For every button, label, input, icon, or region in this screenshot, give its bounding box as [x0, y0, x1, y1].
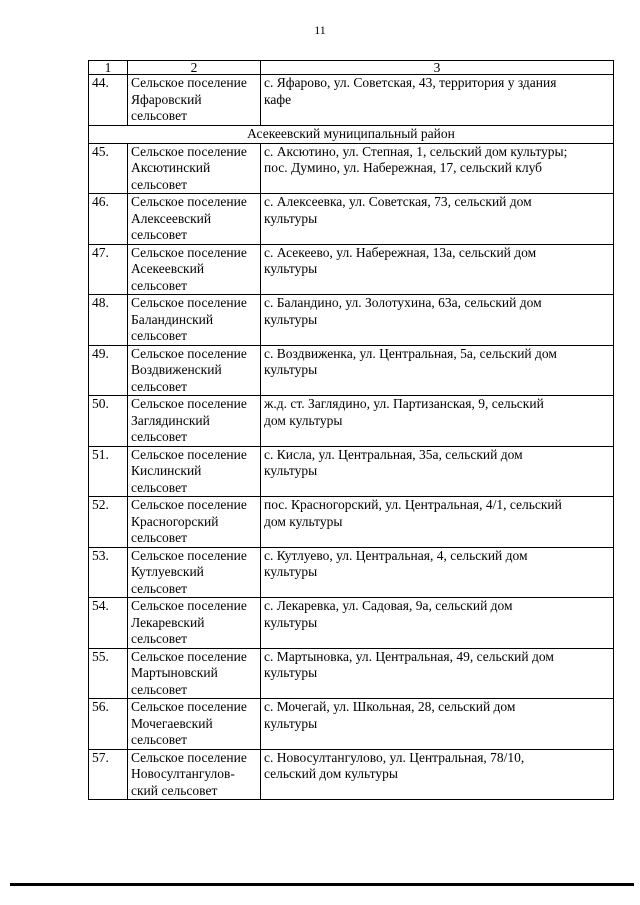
location-address	[261, 143, 614, 194]
row-number: 57.	[89, 749, 128, 800]
settlement-name-line: Сельское поселение	[131, 244, 247, 260]
table-row	[89, 396, 614, 447]
location-address-line: с. Мартыновка, ул. Центральная, 49, сельский дом	[264, 648, 554, 664]
settlement-name	[128, 396, 261, 447]
table-row	[89, 143, 614, 194]
location-address-line: культуры	[264, 311, 318, 327]
location-address	[261, 295, 614, 346]
settlement-name-line: Алексеевский	[131, 210, 212, 226]
settlement-name	[128, 598, 261, 649]
location-address-line: с. Асекеево, ул. Набережная, 13а, сельский дом	[264, 244, 537, 260]
settlement-name	[128, 194, 261, 245]
settlement-name-line: Красногорский	[131, 513, 219, 529]
settlement-name-line: Асекеевский	[131, 261, 205, 276]
settlement-name-line: сельсовет	[131, 429, 187, 444]
location-address	[261, 547, 614, 598]
location-address-line: сельский дом культуры	[264, 766, 398, 781]
settlement-name-line: Воздвиженский	[131, 362, 222, 377]
location-address-line: культуры	[264, 261, 318, 276]
header-col-3: 3	[261, 61, 614, 75]
location-address	[261, 446, 614, 497]
settlement-name	[128, 497, 261, 548]
settlement-name-line: Баландинский	[131, 311, 214, 327]
settlement-name-line: сельсовет	[131, 227, 187, 242]
settlement-name-line: Сельское поселение	[131, 75, 247, 90]
row-number: 54.	[89, 598, 128, 649]
settlement-name-line: Сельское поселение	[131, 699, 247, 714]
location-address-line: с. Мочегай, ул. Школьная, 28, сельский дом	[264, 699, 516, 714]
row-number: 46.	[89, 194, 128, 245]
location-address-line: культуры	[264, 210, 318, 226]
settlement-name	[128, 345, 261, 396]
page-number: 11	[314, 23, 326, 37]
settlement-name-line: ский сельсовет	[131, 782, 218, 798]
settlement-name-line: сельсовет	[131, 681, 187, 697]
settlement-name-line: сельсовет	[131, 378, 187, 394]
table-row	[89, 194, 614, 245]
location-address-line: с. Баландино, ул. Золотухина, 63а, сельский дом	[264, 295, 542, 310]
location-address	[261, 75, 614, 126]
location-address-line: культуры	[264, 362, 318, 377]
table-row	[89, 244, 614, 295]
settlement-name-line: Сельское поселение	[131, 194, 247, 209]
location-address	[261, 345, 614, 396]
location-address-line: с. Новосултангулово, ул. Центральная, 78/10,	[264, 749, 525, 765]
table-header-row	[89, 61, 614, 75]
settlement-name-line: Заглядинский	[131, 412, 210, 428]
row-number: 52.	[89, 497, 128, 548]
header-col-2: 2	[128, 61, 261, 75]
settlement-name-line: Кутлуевский	[131, 564, 204, 579]
settlement-name-line: Сельское поселение	[131, 648, 247, 664]
location-address	[261, 648, 614, 699]
bottom-rule	[10, 883, 634, 886]
table-row	[89, 547, 614, 598]
location-address-line: с. Лекаревка, ул. Садовая, 9а, сельский дом	[264, 598, 513, 613]
location-address	[261, 749, 614, 800]
settlement-name-line: Сельское поселение	[131, 143, 247, 159]
settlement-name	[128, 75, 261, 126]
settlement-name-line: Кислинский	[131, 463, 202, 478]
settlement-name-line: Сельское поселение	[131, 345, 247, 361]
settlement-name-line: Мартыновский	[131, 665, 218, 680]
settlement-name-line: Сельское поселение	[131, 446, 247, 462]
location-address	[261, 497, 614, 548]
settlement-name	[128, 699, 261, 750]
settlement-name-line: Лекаревский	[131, 614, 205, 630]
settlement-name	[128, 143, 261, 194]
table-row	[89, 345, 614, 396]
table-row	[89, 648, 614, 699]
table-row	[89, 295, 614, 346]
settlement-name-line: Яфаровский	[131, 91, 202, 107]
table-row	[89, 699, 614, 750]
location-address-line: культуры	[264, 665, 318, 680]
location-address	[261, 244, 614, 295]
settlement-name	[128, 295, 261, 346]
location-address-line: пос. Красногорский, ул. Центральная, 4/1, сельский	[264, 497, 562, 512]
location-address-line: с. Воздвиженка, ул. Центральная, 5а, сельский дом	[264, 345, 557, 361]
section-title: Асекеевский муниципальный район	[89, 125, 614, 143]
settlement-name-line: сельсовет	[131, 328, 187, 343]
settlement-name-line: Сельское поселение	[131, 497, 247, 512]
location-address-line: с. Яфарово, ул. Советская, 43, территория у здания	[264, 75, 557, 90]
settlement-name-line: сельсовет	[131, 580, 187, 596]
row-number: 53.	[89, 547, 128, 598]
settlement-name	[128, 648, 261, 699]
settlement-name-line: Новосултангулов-	[131, 766, 235, 781]
row-number: 56.	[89, 699, 128, 750]
row-number: 50.	[89, 396, 128, 447]
settlement-name-line: сельсовет	[131, 732, 187, 747]
settlement-name-line: сельсовет	[131, 277, 187, 293]
header-col-1: 1	[89, 61, 128, 75]
location-address-line: с. Алексеевка, ул. Советская, 73, сельский дом	[264, 194, 532, 209]
settlement-name-line: сельсовет	[131, 108, 187, 123]
settlement-name-line: Сельское поселение	[131, 749, 247, 765]
row-number: 47.	[89, 244, 128, 295]
row-number: 51.	[89, 446, 128, 497]
settlement-name-line: Сельское поселение	[131, 598, 247, 613]
location-address-line: культуры	[264, 463, 318, 478]
location-address-line: с. Кутлуево, ул. Центральная, 4, сельский дом	[264, 547, 528, 563]
settlement-name-line: Сельское поселение	[131, 547, 247, 563]
location-address	[261, 396, 614, 447]
settlement-name-line: Сельское поселение	[131, 295, 247, 310]
table-row	[89, 75, 614, 126]
location-address-line: культуры	[264, 564, 318, 579]
settlement-name-line: Мочегаевский	[131, 715, 213, 731]
location-address-line: с. Кисла, ул. Центральная, 35а, сельский дом	[264, 446, 523, 462]
settlement-name-line: Сельское поселение	[131, 396, 247, 411]
settlement-name-line: сельсовет	[131, 176, 187, 192]
settlement-name-line: Аксютинский	[131, 160, 211, 175]
location-address-line: дом культуры	[264, 513, 343, 529]
table-row	[89, 446, 614, 497]
row-number: 48.	[89, 295, 128, 346]
table-row	[89, 497, 614, 548]
location-address-line: ж.д. ст. Заглядино, ул. Партизанская, 9, сельский	[264, 396, 544, 411]
row-number: 49.	[89, 345, 128, 396]
row-number: 55.	[89, 648, 128, 699]
settlement-name-line: сельсовет	[131, 479, 187, 495]
location-address-line: кафе	[264, 91, 292, 107]
row-number: 44.	[89, 75, 128, 126]
settlement-name-line: сельсовет	[131, 631, 187, 646]
settlement-name	[128, 749, 261, 800]
settlements-table	[88, 60, 614, 800]
location-address-line: дом культуры	[264, 412, 343, 428]
settlement-name-line: сельсовет	[131, 530, 187, 545]
location-address	[261, 598, 614, 649]
location-address-line: культуры	[264, 715, 318, 731]
settlement-name	[128, 244, 261, 295]
location-address-line: с. Аксютино, ул. Степная, 1, сельский дом культуры;	[264, 143, 568, 159]
location-address	[261, 699, 614, 750]
location-address-line: культуры	[264, 614, 318, 630]
location-address	[261, 194, 614, 245]
settlement-name	[128, 547, 261, 598]
table-row	[89, 749, 614, 800]
location-address-line: пос. Думино, ул. Набережная, 17, сельский клуб	[264, 160, 543, 175]
section-row	[89, 125, 614, 143]
table-row	[89, 598, 614, 649]
row-number: 45.	[89, 143, 128, 194]
settlement-name	[128, 446, 261, 497]
